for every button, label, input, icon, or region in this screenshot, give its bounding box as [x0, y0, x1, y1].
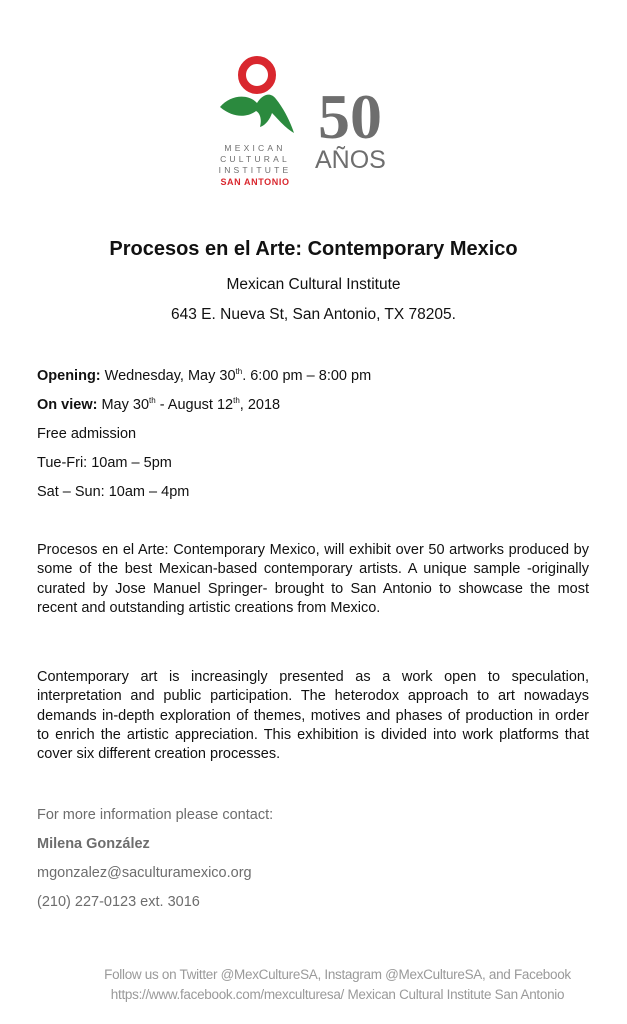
on-view-year: , 2018 [239, 397, 281, 413]
logo-50-number: 50 [318, 81, 382, 152]
on-view-label: On view: [37, 397, 98, 413]
on-view-start: May 30 [101, 397, 150, 413]
opening-row [37, 366, 597, 395]
logo-text-institute: INSTITUTE [218, 165, 292, 175]
contact-intro: For more information please contact: [37, 807, 274, 823]
event-details [37, 366, 597, 511]
logo-text-san-antonio: SAN ANTONIO [220, 177, 290, 187]
on-view-mid: - August 12 [155, 397, 234, 413]
contact-name: Milena González [37, 836, 150, 852]
description-paragraph-2: Contemporary art is increasingly presented as a work open to speculation, interpretation and public participation. The heterodox approach to art nowadays demands in-depth exploration of themes, motives and phases of production in order to enrich the artistic appreciation. This exhibition is divided into work platforms that cover six different creation processes. [37, 669, 589, 763]
logo-text-cultural: CULTURAL [220, 154, 290, 164]
weekend-hours-row: Sat – Sun: 10am – 4pm [37, 484, 190, 500]
logo-graphic [210, 55, 410, 195]
logo-anos-text: AÑOS [315, 146, 386, 174]
opening-time: . 6:00 pm – 8:00 pm [242, 368, 372, 384]
logo-red-ring-icon [242, 60, 272, 90]
description-paragraph-1: Procesos en el Arte: Contemporary Mexico, will exhibit over 50 artworks produced by some of the best Mexican-based contemporary artists. A unique sample -originally curated by Jose Manuel Springer- brought to San Antonio to showcase the most recent and outstanding artistic creations from Mexico. [37, 542, 589, 616]
logo-text-mexican: MEXICAN [224, 143, 286, 153]
page-title: Procesos en el Arte: Contemporary Mexico [109, 238, 518, 260]
on-view-end-suffix: th [233, 396, 240, 406]
opening-label: Opening: [37, 368, 101, 384]
social-footer: Follow us on Twitter @MexCultureSA, Instagram @MexCultureSA, and Facebook https://www.facebook.com/mexculturesa/ Mexican Cultural Institute San Antonio [104, 967, 571, 1002]
admission-row: Free admission [37, 426, 137, 442]
weekday-hours-row: Tue-Fri: 10am – 5pm [37, 455, 172, 471]
on-view-row [37, 395, 597, 424]
opening-day: Wednesday, May 30 [104, 368, 236, 384]
contact-block [37, 805, 597, 921]
on-view-start-suffix: th [149, 396, 156, 406]
logo-green-figure-icon [220, 95, 294, 133]
contact-email[interactable]: mgonzalez@saculturamexico.org [37, 865, 252, 881]
venue-address: 643 E. Nueva St, San Antonio, TX 78205. [171, 306, 456, 323]
venue-name: Mexican Cultural Institute [226, 276, 401, 293]
institute-logo [210, 55, 410, 195]
contact-phone: (210) 227-0123 ext. 3016 [37, 894, 200, 910]
opening-day-suffix: th [235, 367, 243, 377]
